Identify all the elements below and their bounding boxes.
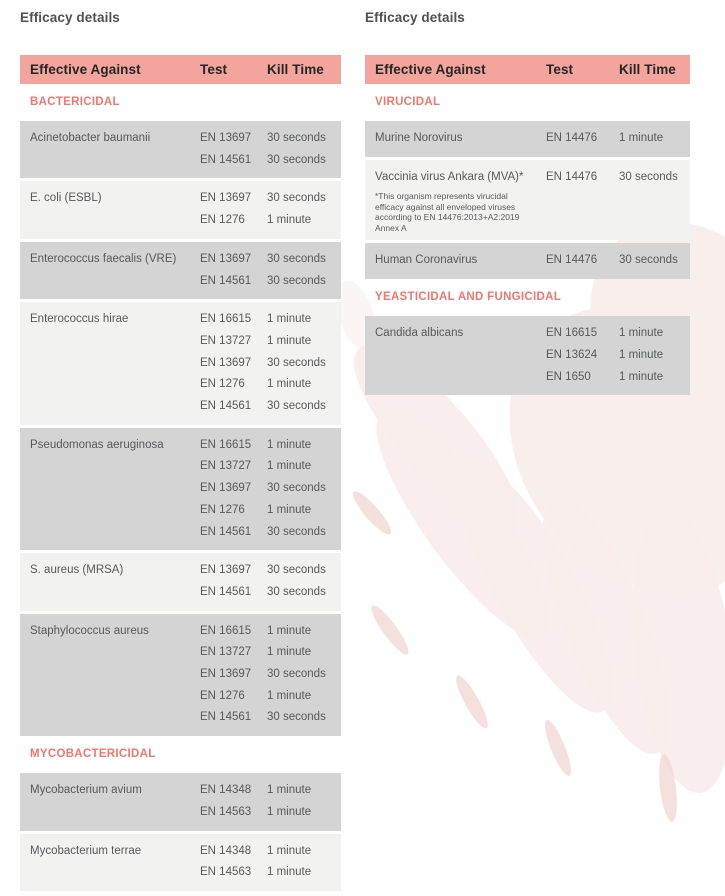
kill-time: 1 minute [619, 132, 664, 144]
table-row [365, 121, 690, 157]
table-row [20, 181, 341, 238]
table-row [20, 428, 341, 551]
test-line [200, 456, 341, 478]
kill-time: 30 seconds [619, 170, 678, 183]
table-row [20, 614, 341, 737]
test-results [200, 188, 341, 231]
test-line [200, 249, 341, 271]
table-row [20, 121, 341, 178]
test-standard: EN 1276 [200, 689, 245, 702]
test-line [200, 271, 341, 293]
test-line [200, 331, 341, 353]
test-line [546, 128, 690, 150]
kill-time: 30 seconds [267, 192, 326, 205]
kill-time: 1 minute [267, 214, 312, 227]
organism-name: Murine Norovirus [375, 132, 463, 144]
test-standard: EN 13697 [200, 192, 252, 205]
organism-cell [30, 249, 200, 271]
test-standard: EN 14476 [546, 132, 598, 144]
test-standard: EN 1650 [546, 370, 591, 383]
column-header-test: Test [200, 62, 228, 77]
test-standard: EN 1276 [200, 378, 245, 391]
efficacy-table-bactericidal [20, 10, 341, 894]
test-standard: EN 14561 [200, 153, 252, 166]
kill-time: 1 minute [267, 624, 312, 637]
organism-cell [375, 323, 546, 345]
test-standard: EN 14348 [200, 844, 252, 857]
kill-time: 1 minute [267, 334, 312, 347]
test-results [200, 435, 341, 544]
organism-name: Acinetobacter baumanii [30, 132, 151, 144]
organism-cell [30, 621, 200, 643]
test-standard: EN 14563 [200, 866, 252, 879]
test-standard: EN 13697 [200, 668, 252, 681]
kill-time: 1 minute [267, 844, 312, 857]
test-standard: EN 13697 [200, 564, 252, 577]
test-line [200, 150, 341, 172]
kill-time: 30 seconds [619, 254, 678, 267]
test-line [200, 188, 341, 210]
section-heading: BACTERICIDAL [30, 96, 120, 108]
kill-time: 30 seconds [267, 274, 326, 287]
kill-time: 1 minute [267, 689, 312, 702]
column-header-effective-against: Effective Against [30, 62, 141, 77]
test-line [200, 802, 341, 824]
test-line [200, 478, 341, 500]
kill-time: 30 seconds [267, 525, 326, 538]
organism-cell [375, 128, 546, 150]
test-line [546, 367, 690, 389]
table-row [20, 302, 341, 425]
test-results [546, 167, 690, 189]
test-results [200, 560, 341, 603]
test-results [200, 249, 341, 292]
test-standard: EN 14561 [200, 711, 252, 724]
table-row [365, 316, 690, 395]
test-line [200, 862, 341, 884]
organism-name: E. coli (ESBL) [30, 192, 102, 205]
test-standard: EN 13697 [200, 132, 252, 144]
column-header-effective-against: Effective Against [375, 62, 486, 77]
kill-time: 30 seconds [267, 132, 326, 144]
kill-time: 1 minute [267, 866, 312, 879]
test-line [200, 353, 341, 375]
test-standard: EN 13697 [200, 252, 252, 265]
test-standard: EN 13697 [200, 482, 252, 495]
kill-time: 30 seconds [267, 252, 326, 265]
table-body [20, 96, 341, 891]
organism-cell [30, 435, 200, 457]
table-row [20, 553, 341, 610]
kill-time: 30 seconds [267, 153, 326, 166]
test-line [200, 522, 341, 544]
test-standard: EN 14476 [546, 254, 598, 267]
kill-time: 1 minute [619, 327, 664, 340]
kill-time: 1 minute [267, 438, 312, 451]
test-line [200, 686, 341, 708]
organism-cell [375, 167, 546, 234]
test-results [200, 128, 341, 171]
test-line [200, 500, 341, 522]
test-line [200, 621, 341, 643]
organism-name: Pseudomonas aeruginosa [30, 438, 164, 451]
test-line [200, 560, 341, 582]
section-heading: MYCOBACTERICIDAL [30, 748, 156, 761]
organism-cell [30, 780, 200, 802]
column-header-kill-time: Kill Time [619, 62, 676, 77]
test-results [546, 250, 690, 272]
test-line [546, 345, 690, 367]
kill-time: 30 seconds [267, 711, 326, 724]
kill-time: 1 minute [267, 805, 312, 818]
test-line [200, 841, 341, 863]
table-title: Efficacy details [365, 10, 465, 25]
efficacy-table-virucidal [365, 10, 690, 398]
test-standard: EN 1276 [200, 214, 245, 227]
test-line [200, 664, 341, 686]
test-standard: EN 14561 [200, 400, 252, 413]
test-results [200, 621, 341, 730]
test-standard: EN 1276 [200, 503, 245, 516]
organism-cell [30, 841, 200, 863]
kill-time: 1 minute [267, 503, 312, 516]
test-line [200, 707, 341, 729]
table-row [365, 243, 690, 279]
table-row [20, 242, 341, 299]
kill-time: 30 seconds [267, 668, 326, 681]
test-standard: EN 16615 [200, 313, 252, 326]
section-heading: YEASTICIDAL AND FUNGICIDAL [375, 291, 562, 304]
organism-cell [30, 560, 200, 582]
section-heading: VIRUCIDAL [375, 96, 441, 108]
organism-name: Enterococcus hirae [30, 313, 129, 326]
organism-name: Staphylococcus aureus [30, 624, 149, 637]
test-line [200, 374, 341, 396]
kill-time: 30 seconds [267, 356, 326, 369]
test-standard: EN 14561 [200, 585, 252, 598]
test-standard: EN 14476 [546, 170, 598, 183]
kill-time: 1 minute [267, 460, 312, 473]
kill-time: 30 seconds [267, 400, 326, 413]
test-standard: EN 14563 [200, 805, 252, 818]
test-standard: EN 13727 [200, 334, 252, 347]
test-standard: EN 13727 [200, 646, 252, 659]
test-standard: EN 13624 [546, 348, 598, 361]
kill-time: 30 seconds [267, 564, 326, 577]
kill-time: 1 minute [267, 313, 312, 326]
kill-time: 30 seconds [267, 482, 326, 495]
test-line [200, 128, 341, 150]
table-row [20, 834, 341, 891]
organism-name: Mycobacterium avium [30, 784, 142, 797]
organism-name: Human Coronavirus [375, 254, 478, 267]
test-results [546, 128, 690, 150]
test-line [546, 323, 690, 345]
test-line [200, 780, 341, 802]
organism-cell [375, 250, 546, 272]
organism-footnote: *This organism represents virucidal efficacy against all enveloped viruses according to EN 14476:2013+A2:2019 Annex A [375, 191, 520, 233]
organism-name: Candida albicans [375, 327, 464, 340]
table-row [365, 160, 690, 241]
organism-cell [30, 128, 200, 150]
table-title: Efficacy details [20, 10, 120, 25]
organism-name: Enterococcus faecalis (VRE) [30, 252, 177, 265]
test-standard: EN 16615 [200, 624, 252, 637]
test-standard: EN 16615 [200, 438, 252, 451]
organism-cell [30, 309, 200, 331]
test-results [200, 841, 341, 884]
test-line [200, 309, 341, 331]
kill-time: 1 minute [619, 348, 664, 361]
organism-name: Vaccinia virus Ankara (MVA)* [375, 170, 524, 183]
kill-time: 1 minute [267, 646, 312, 659]
table-header-row [20, 55, 341, 84]
kill-time: 1 minute [619, 370, 664, 383]
test-results [546, 323, 690, 388]
column-header-kill-time: Kill Time [267, 62, 324, 77]
test-standard: EN 16615 [546, 327, 598, 340]
kill-time: 1 minute [267, 378, 312, 391]
test-standard: EN 13697 [200, 356, 252, 369]
kill-time: 30 seconds [267, 585, 326, 598]
organism-name: Mycobacterium terrae [30, 844, 142, 857]
test-standard: EN 13727 [200, 460, 252, 473]
table-header-row [365, 55, 690, 84]
test-results [200, 309, 341, 418]
kill-time: 1 minute [267, 784, 312, 797]
test-line [546, 250, 690, 272]
test-standard: EN 14561 [200, 274, 252, 287]
test-line [546, 167, 690, 189]
test-line [200, 435, 341, 457]
test-standard: EN 14561 [200, 525, 252, 538]
test-standard: EN 14348 [200, 784, 252, 797]
test-line [200, 642, 341, 664]
table-row [20, 773, 341, 830]
column-header-test: Test [546, 62, 574, 77]
test-line [200, 396, 341, 418]
organism-name: S. aureus (MRSA) [30, 564, 124, 577]
test-line [200, 210, 341, 232]
organism-cell [30, 188, 200, 210]
test-results [200, 780, 341, 823]
table-body [365, 96, 690, 395]
test-line [200, 582, 341, 604]
